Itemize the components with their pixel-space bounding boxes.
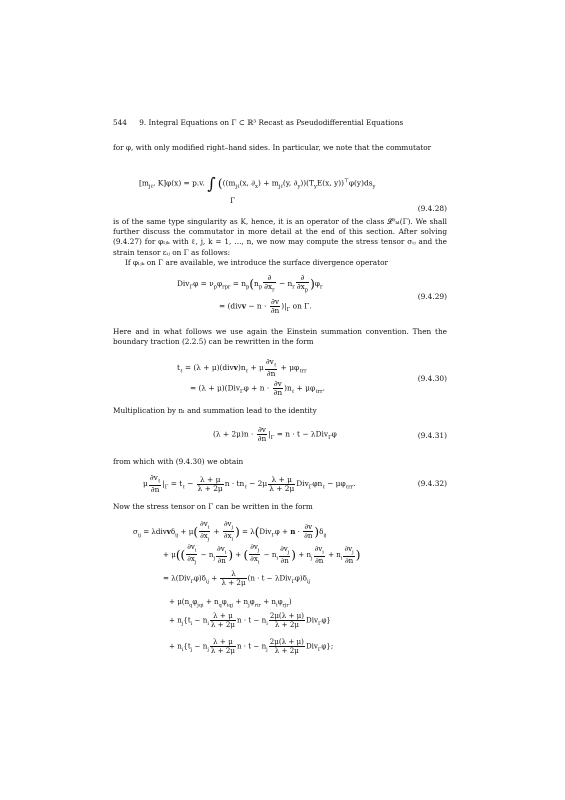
integral-sign: ∫ bbox=[207, 174, 216, 193]
running-head bbox=[113, 118, 447, 127]
paragraph-6: from which with (9.4.30) we obtain bbox=[113, 457, 244, 466]
eq29-line-1: $Div_\Gamma\varphi = \nu_p\varphi_{rpr} = n_p(n_p$ $\frac{\partial}{\partial x_r}$ − $n_r$ $\frac{\partial}{\partial x_p}$ )$\varphi_r$ bbox=[177, 273, 323, 294]
eq30-line-2: = (λ + μ)(Div$_\Gamma$φ + n · $\frac{\partial v}{\partial n}$ )$n_\ell + \mu\varphi_{\ell rr}$. bbox=[190, 379, 325, 397]
eq-number-9-4-29: (9.4.29) bbox=[417, 292, 447, 301]
paragraph-1: for φ, with only modified right–hand sides. In particular, we note that the commutator bbox=[113, 143, 432, 152]
integral-domain: Γ bbox=[230, 196, 236, 205]
stress-line-6: + $n_i\{t_j - n_j$ $\frac{\lambda + \mu}{\lambda + 2\mu}$ $n \cdot t - n_j$ $\frac{2\mu(\lambda + \mu)}{\lambda + 2\mu}$ Div$_\Gamma$φ}; bbox=[169, 637, 334, 655]
paragraph-7: Now the stress tensor on Γ can be written in the form bbox=[113, 502, 313, 511]
paragraph-3: If φₗⱼₖ on Γ are available, we introduce the surface divergence operator bbox=[125, 258, 388, 267]
eq-number-9-4-31: (9.4.31) bbox=[417, 431, 447, 440]
eq29-line-2: = (divv − n · $\frac{\partial v}{\partial n}$ )$|_\Gamma$ on Γ. bbox=[219, 297, 312, 315]
equation-9-4-31 bbox=[113, 422, 447, 452]
eq-number-9-4-28: (9.4.28) bbox=[417, 204, 447, 213]
stress-line-1: $\sigma_{ij}$ = λdivvδ$_{ij}$ + μ( $\frac{\partial v_i}{\partial x_j}$ + $\frac{\partial v_j}{\partial x_i}$ ) = λ(Div$_\Gamma$φ + n · $\frac{\partial v}{\partial n}$ )$\delta_{ij}$ bbox=[133, 519, 327, 543]
equation-9-4-30 bbox=[113, 354, 447, 406]
paragraph-5: Multiplication by nₗ and summation lead to the identity bbox=[113, 406, 317, 415]
page-number: 544 bbox=[113, 118, 127, 127]
equation-9-4-28 bbox=[113, 168, 447, 218]
equation-stress-tensor bbox=[113, 518, 447, 678]
paragraph-2: is of the same type singularity as K, hence, it is an operator of the class 𝓛⁰ₖₗ(Γ). We shall further discuss the commutator in more detail at the end of this section. After solving (9.4.27) for φₗⱼₖ with ℓ, j, k = 1, …, n, we now may compute the stress tensor σᵢⱼ and the strain tensor εᵢⱼ on Γ as follows: bbox=[113, 217, 447, 257]
eq31-line: (λ + 2μ)n · $\frac{\partial v}{\partial n}$ $|_\Gamma = n \cdot t - \lambda Div_\Gamma\varphi$ bbox=[213, 425, 337, 443]
eq32-line: μ $\frac{\partial v_\ell}{\partial n}$ $|_\Gamma = t_\ell$ − $\frac{\lambda + \mu}{\lambda + 2\mu}$ $n \cdot tn_\ell - 2\mu$ $\frac{\lambda + \mu}{\lambda + 2\mu}$ $Div_\Gamma\varphi n_\ell - \mu\varphi_{\ell rr}$. bbox=[143, 473, 356, 495]
equation-9-4-29 bbox=[113, 272, 447, 322]
stress-line-3: = $\lambda(Div_\Gamma\varphi)\delta_{ij}$ + $\frac{\lambda}{\lambda + 2\mu}$ $(n \cdot t - \lambda Div_\Gamma\varphi)\delta_{ij}$ bbox=[163, 569, 311, 587]
stress-line-5: + $n_j\{t_i - n_i$ $\frac{\lambda + \mu}{\lambda + 2\mu}$ $n \cdot t - n_i$ $\frac{2\mu(\lambda + \mu)}{\lambda + 2\mu}$ Div$_\Gamma$φ} bbox=[169, 611, 331, 629]
equation-9-4-32 bbox=[113, 470, 447, 502]
paragraph-4: Here and in what follows we use again the Einstein summation convention. Then the boundary traction (2.2.5) can be rewritten in the form bbox=[113, 327, 447, 347]
stress-line-4: + $\mu(n_q\varphi_{jqi} + n_q\varphi_{iqj} + n_j\varphi_{rir} + n_i\varphi_{rjr})$ bbox=[169, 597, 292, 609]
eq-number-9-4-30: (9.4.30) bbox=[417, 374, 447, 383]
stress-line-2: + μ(( $\frac{\partial v_i}{\partial x_j}$ − $n_j$ $\frac{\partial v_i}{\partial n}$ ) + ( $\frac{\partial v_j}{\partial x_i}$ − $n_i$ $\frac{\partial v_j}{\partial n}$ ) + $n_j$ $\frac{\partial v_i}{\partial n}$ + $n_i$ $\frac{\partial v_j}{\partial n}$ ) bbox=[163, 542, 361, 566]
eq30-line-1: $t_\ell = (\lambda$ + $\mu)(divv)n_\ell + \mu$ $\frac{\partial v_\ell}{\partial n}$ + $\mu\varphi_{\ell rr}$ bbox=[177, 357, 307, 379]
running-title: 9. Integral Equations on Γ ⊂ ℝ³ Recast as Pseudodifferential Equations bbox=[139, 118, 404, 127]
eq28-line: [$m_{j\ell}$, K]φ(x) = p.v. ∫ ((($m_{j\ell}(x$, $\partial_x) + m_{j\ell}(y$, $\partial_y))(T_yE(x$, $y))^⊤\varphi(y)ds_y$ bbox=[139, 174, 376, 193]
eq-number-9-4-32: (9.4.32) bbox=[417, 479, 447, 488]
